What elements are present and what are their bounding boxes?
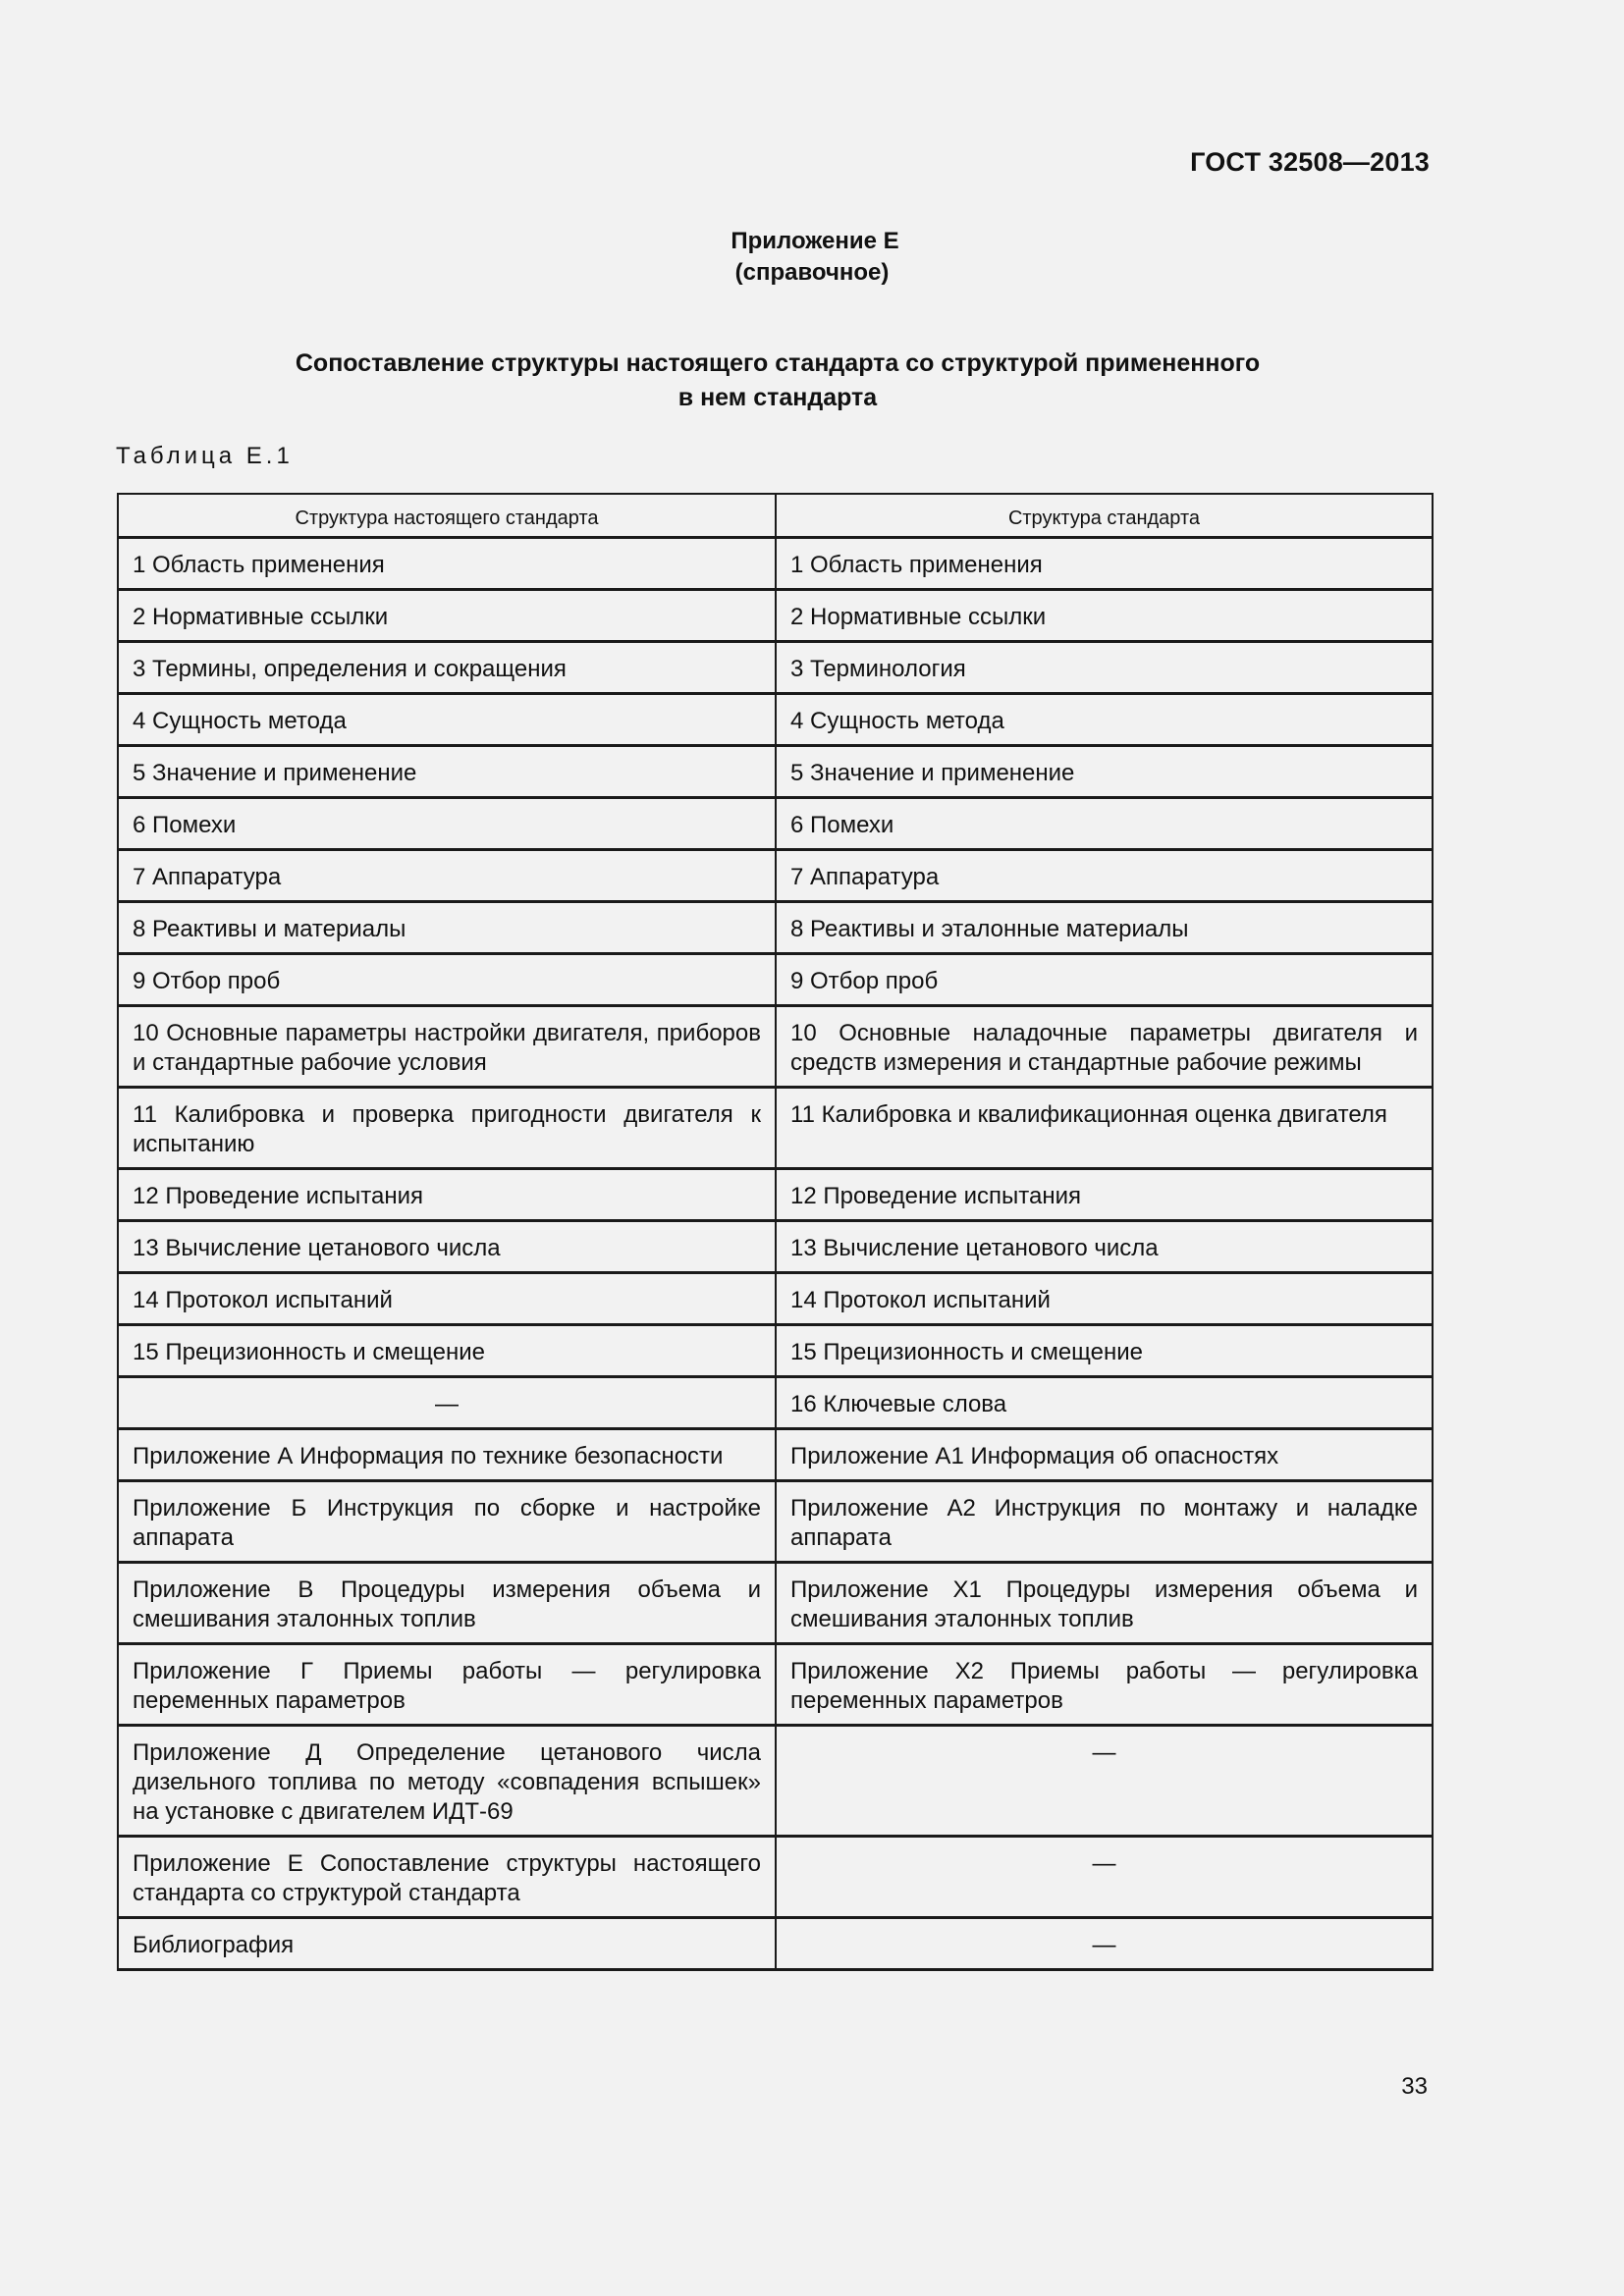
cell-source-standard: 15 Прецизионность и смещение	[776, 1324, 1433, 1376]
table-row	[118, 1376, 1433, 1428]
comparison-table	[117, 493, 1434, 1971]
table-row	[118, 1428, 1433, 1480]
cell-current-standard: 15 Прецизионность и смещение	[118, 1324, 776, 1376]
appendix-title: Приложение Е	[731, 228, 899, 254]
cell-source-standard: 5 Значение и применение	[776, 745, 1433, 797]
table-row	[118, 745, 1433, 797]
cell-current-standard: 3 Термины, определения и сокращения	[118, 641, 776, 693]
cell-source-standard: 8 Реактивы и эталонные материалы	[776, 901, 1433, 953]
cell-current-standard: Приложение А Информация по технике безопасности	[118, 1428, 776, 1480]
table-row	[118, 641, 1433, 693]
table-row	[118, 1005, 1433, 1087]
cell-current-standard: Приложение Д Определение цетанового числа дизельного топлива по методу «совпадения вспышек» на установке с двигателем ИДТ-69	[118, 1725, 776, 1836]
cell-source-standard: Приложение Х1 Процедуры измерения объема и смешивания эталонных топлив	[776, 1562, 1433, 1643]
cell-source-standard: Приложение Х2 Приемы работы — регулировка переменных параметров	[776, 1643, 1433, 1725]
cell-current-standard: 2 Нормативные ссылки	[118, 589, 776, 641]
page-number: 33	[1401, 2073, 1428, 2100]
cell-current-standard: 11 Калибровка и проверка пригодности двигателя к испытанию	[118, 1087, 776, 1168]
cell-current-standard: 5 Значение и применение	[118, 745, 776, 797]
table-row	[118, 849, 1433, 901]
cell-source-standard: 10 Основные наладочные параметры двигателя и средств измерения и стандартные рабочие режимы	[776, 1005, 1433, 1087]
cell-source-standard: 11 Калибровка и квалификационная оценка двигателя	[776, 1087, 1433, 1168]
cell-source-standard: 4 Сущность метода	[776, 693, 1433, 745]
cell-source-standard: 9 Отбор проб	[776, 953, 1433, 1005]
cell-current-standard: 4 Сущность метода	[118, 693, 776, 745]
table-row	[118, 1917, 1433, 1969]
table-row	[118, 1272, 1433, 1324]
cell-source-standard: —	[776, 1836, 1433, 1917]
cell-current-standard: Приложение В Процедуры измерения объема и смешивания эталонных топлив	[118, 1562, 776, 1643]
table-row	[118, 1324, 1433, 1376]
table-row	[118, 1643, 1433, 1725]
cell-source-standard: 2 Нормативные ссылки	[776, 589, 1433, 641]
cell-source-standard: —	[776, 1917, 1433, 1969]
cell-source-standard: 12 Проведение испытания	[776, 1168, 1433, 1220]
cell-source-standard: —	[776, 1725, 1433, 1836]
cell-current-standard: 8 Реактивы и материалы	[118, 901, 776, 953]
table-caption: Таблица Е.1	[116, 443, 294, 469]
cell-current-standard: —	[118, 1376, 776, 1428]
document-title-line-1: Сопоставление структуры настоящего стандарта со структурой примененного	[295, 349, 1261, 377]
cell-current-standard: 13 Вычисление цетанового числа	[118, 1220, 776, 1272]
column-header-source-standard: Структура стандарта	[776, 494, 1433, 537]
appendix-heading	[0, 226, 1624, 289]
column-header-current-standard: Структура настоящего стандарта	[118, 494, 776, 537]
table-body	[118, 537, 1433, 1969]
table-row	[118, 1087, 1433, 1168]
table-row	[118, 1836, 1433, 1917]
cell-current-standard: Приложение Е Сопоставление структуры настоящего стандарта со структурой стандарта	[118, 1836, 776, 1917]
table-row	[118, 693, 1433, 745]
table-row	[118, 1480, 1433, 1562]
cell-source-standard: 13 Вычисление цетанового числа	[776, 1220, 1433, 1272]
cell-source-standard: 1 Область применения	[776, 537, 1433, 589]
cell-source-standard: 14 Протокол испытаний	[776, 1272, 1433, 1324]
cell-source-standard: Приложение А1 Информация об опасностях	[776, 1428, 1433, 1480]
cell-source-standard: Приложение А2 Инструкция по монтажу и наладке аппарата	[776, 1480, 1433, 1562]
document-title-line-2: в нем стандарта	[677, 384, 878, 411]
cell-current-standard: 14 Протокол испытаний	[118, 1272, 776, 1324]
cell-current-standard: 6 Помехи	[118, 797, 776, 849]
cell-current-standard: Приложение Г Приемы работы — регулировка переменных параметров	[118, 1643, 776, 1725]
cell-source-standard: 7 Аппаратура	[776, 849, 1433, 901]
table-row	[118, 1168, 1433, 1220]
cell-source-standard: 3 Терминология	[776, 641, 1433, 693]
cell-current-standard: Приложение Б Инструкция по сборке и настройке аппарата	[118, 1480, 776, 1562]
cell-current-standard: 10 Основные параметры настройки двигателя, приборов и стандартные рабочие условия	[118, 1005, 776, 1087]
table-row	[118, 953, 1433, 1005]
cell-current-standard: 12 Проведение испытания	[118, 1168, 776, 1220]
document-title	[0, 347, 1555, 415]
cell-current-standard: Библиография	[118, 1917, 776, 1969]
table-row	[118, 797, 1433, 849]
cell-current-standard: 7 Аппаратура	[118, 849, 776, 901]
table-row	[118, 901, 1433, 953]
table-row	[118, 1562, 1433, 1643]
document-code: ГОСТ 32508—2013	[1190, 147, 1430, 177]
cell-current-standard: 1 Область применения	[118, 537, 776, 589]
table-header-row	[118, 494, 1433, 537]
cell-current-standard: 9 Отбор проб	[118, 953, 776, 1005]
table-row	[118, 1220, 1433, 1272]
cell-source-standard: 6 Помехи	[776, 797, 1433, 849]
table-row	[118, 1725, 1433, 1836]
table-row	[118, 537, 1433, 589]
appendix-subtitle: (справочное)	[734, 259, 890, 286]
table-row	[118, 589, 1433, 641]
cell-source-standard: 16 Ключевые слова	[776, 1376, 1433, 1428]
